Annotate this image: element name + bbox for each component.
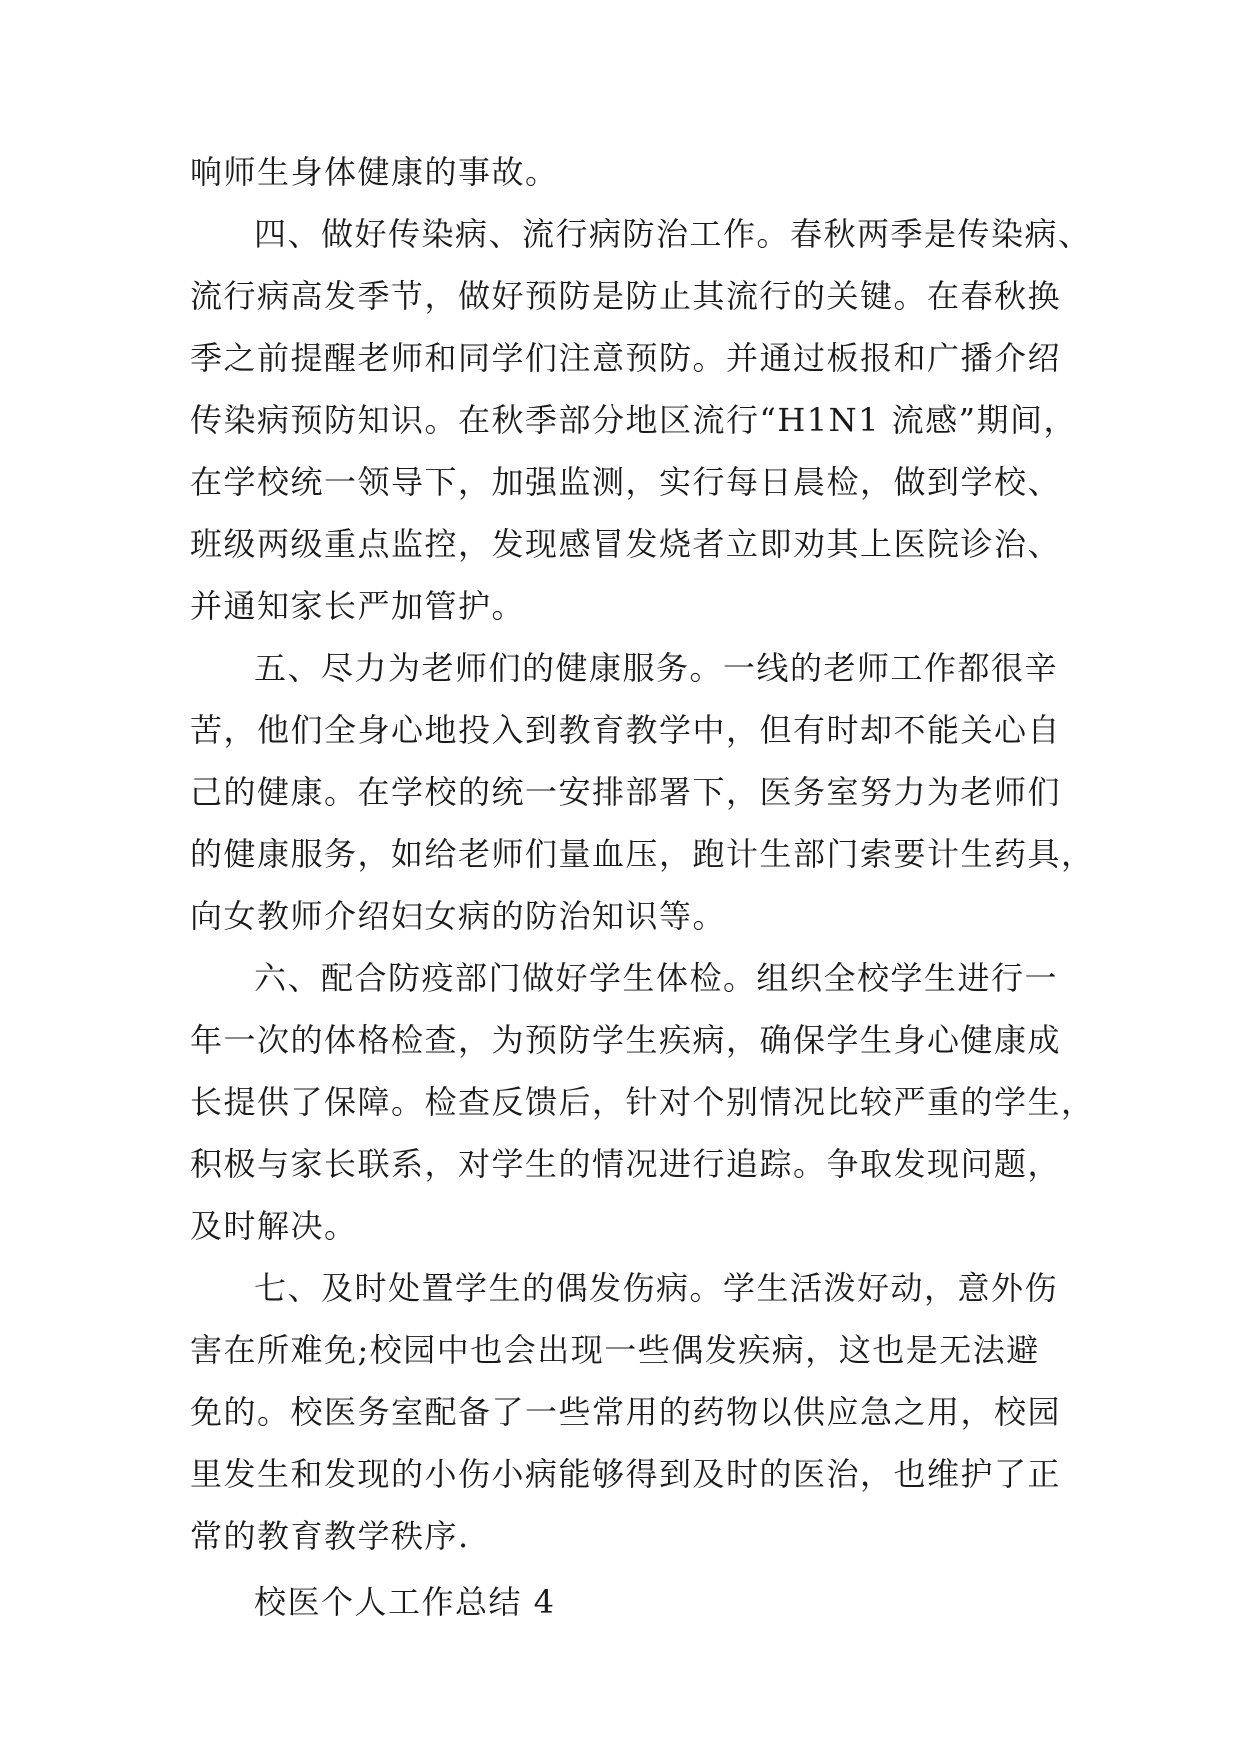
text-line: 季之前提醒老师和同学们注意预防。并通过板报和广播介绍 xyxy=(190,339,1062,377)
text-line: 长提供了保障。检查反馈后，针对个别情况比较严重的学生， xyxy=(190,1083,1095,1121)
text-line: 常的教育教学秩序. xyxy=(190,1517,470,1555)
text-line: 响师生身体健康的事故。 xyxy=(190,153,559,191)
text-line: 班级两级重点监控，发现感冒发烧者立即劝其上医院诊治、 xyxy=(190,525,1062,563)
text-line: 流行病高发季节，做好预防是防止其流行的关键。在春秋换 xyxy=(190,277,1062,315)
text-line: 害在所难免;校园中也会出现一些偶发疾病，这也是无法避 xyxy=(190,1331,1040,1369)
text-line: 年一次的体格检查，为预防学生疾病，确保学生身心健康成 xyxy=(190,1021,1062,1059)
text-line: 里发生和发现的小伤小病能够得到及时的医治，也维护了正 xyxy=(190,1455,1062,1493)
text-line: 并通知家长严加管护。 xyxy=(190,587,526,625)
text-line: 苦，他们全身心地投入到教育教学中，但有时却不能关心自 xyxy=(190,711,1062,749)
text-line: 的健康服务，如给老师们量血压，跑计生部门索要计生药具， xyxy=(190,835,1095,873)
text-line: 积极与家长联系，对学生的情况进行追踪。争取发现问题， xyxy=(190,1145,1062,1183)
text-line: 己的健康。在学校的统一安排部署下，医务室努力为老师们 xyxy=(190,773,1062,811)
text-line: 及时解决。 xyxy=(190,1207,358,1245)
paragraph-heading-line: 五、尽力为老师们的健康服务。一线的老师工作都很辛 xyxy=(254,649,1059,687)
text-line: 传染病预防知识。在秋季部分地区流行“H1N1 流感”期间， xyxy=(190,401,1078,439)
section-title: 校医个人工作总结 4 xyxy=(254,1583,556,1621)
paragraph-heading-line: 六、配合防疫部门做好学生体检。组织全校学生进行一 xyxy=(254,959,1059,997)
text-line: 向女教师介绍妇女病的防治知识等。 xyxy=(190,897,727,935)
paragraph-heading-line: 四、做好传染病、流行病防治工作。春秋两季是传染病、 xyxy=(254,215,1092,253)
text-line: 在学校统一领导下，加强监测，实行每日晨检，做到学校、 xyxy=(190,463,1062,501)
text-line: 免的。校医务室配备了一些常用的药物以供应急之用，校园 xyxy=(190,1393,1062,1431)
paragraph-heading-line: 七、及时处置学生的偶发伤病。学生活泼好动，意外伤 xyxy=(254,1269,1059,1307)
